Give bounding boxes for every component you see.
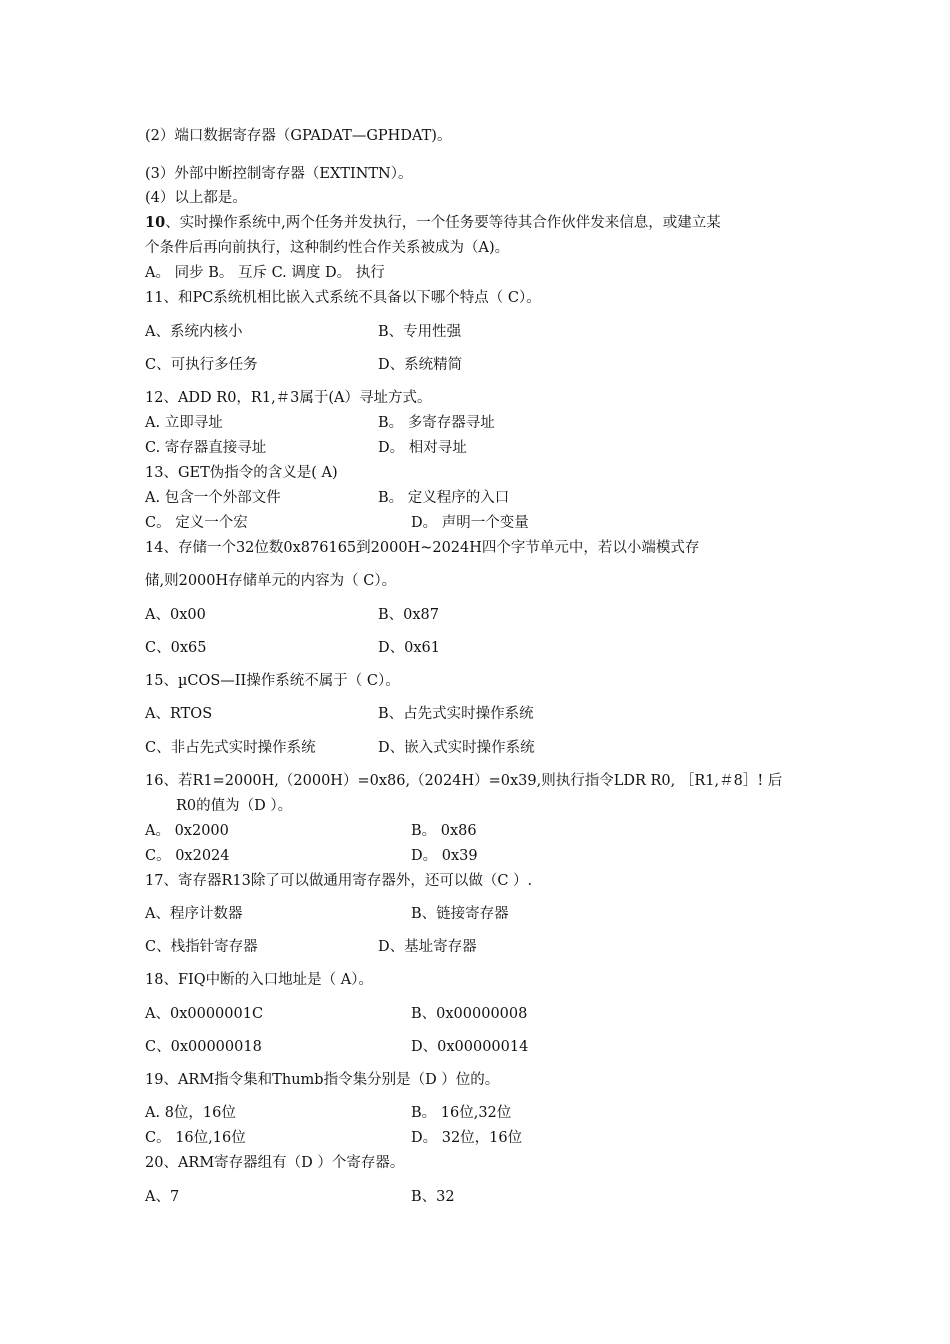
question-10-cont: 个条件后再向前执行，这种制约性合作关系被成为（A)。 — [145, 240, 510, 256]
option-b: B、32 — [411, 1189, 455, 1205]
option-c: C。 16位,16位 — [145, 1130, 246, 1146]
option-b: B。 多寄存器寻址 — [378, 415, 495, 431]
option-line: (3）外部中断控制寄存器（EXTINTN）。 — [145, 166, 413, 182]
option-line: (4）以上都是。 — [145, 190, 247, 206]
option-d: D、0x00000014 — [411, 1039, 529, 1055]
question-10 — [145, 214, 721, 232]
option-a: A. 包含一个外部文件 — [145, 490, 281, 506]
option-b: B、0x00000008 — [411, 1006, 528, 1022]
option-d: D。 相对寻址 — [378, 440, 467, 456]
option-a: A、RTOS — [145, 706, 213, 722]
option-c: C。 定义一个宏 — [145, 515, 248, 531]
option-a: A、系统内核小 — [145, 324, 243, 340]
question-15: 15、µCOS—II操作系统不属于（ C）。 — [145, 673, 400, 689]
question-16: 16、若R1=2000H,（2000H）=0x86,（2024H）=0x39,则执行指令LDR R0, ［R1,＃8］! 后 — [145, 773, 783, 789]
question-11: 11、和PC系统机相比嵌入式系统不具备以下哪个特点（ C）。 — [145, 290, 541, 306]
option-c: C. 寄存器直接寻址 — [145, 440, 267, 456]
option-line: (2）端口数据寄存器（GPADAT—GPHDAT)。 — [145, 128, 452, 144]
question-text: 、实时操作系统中,两个任务并发执行，一个任务要等待其合作伙伴发来信息，或建立某 — [165, 215, 721, 231]
option-a: A、0x00 — [145, 607, 206, 623]
option-a: A、程序计数器 — [145, 906, 243, 922]
question-14: 14、存储一个32位数0x876165到2000H~2024H四个字节单元中，若以小端模式存 — [145, 540, 700, 556]
question-19: 19、ARM指令集和Thumb指令集分别是（D ）位的。 — [145, 1072, 500, 1088]
option-b: B、0x87 — [378, 607, 440, 623]
option-b: B。 16位,32位 — [411, 1105, 512, 1121]
option-d: D、0x61 — [378, 640, 440, 656]
option-b: B、链接寄存器 — [411, 906, 509, 922]
option-a: A。 0x2000 — [145, 823, 229, 839]
option-c: C。 0x2024 — [145, 848, 230, 864]
question-13: 13、GET伪指令的含义是( A) — [145, 465, 338, 481]
option-c: C、0x00000018 — [145, 1039, 262, 1055]
option-b: B、占先式实时操作系统 — [378, 706, 534, 722]
question-14-cont: 储,则2000H存储单元的内容为（ C）。 — [145, 573, 397, 589]
question-17: 17、寄存器R13除了可以做通用寄存器外，还可以做（C ）. — [145, 873, 533, 889]
option-c: C、0x65 — [145, 640, 207, 656]
option-a: A. 8位，16位 — [145, 1105, 236, 1121]
option-d: D。 32位，16位 — [411, 1130, 523, 1146]
option-b: B。 定义程序的入口 — [378, 490, 510, 506]
option-d: D、系统精简 — [378, 357, 463, 373]
question-10-options: A。 同步 B。 互斥 C. 调度 D。 执行 — [145, 265, 385, 281]
option-d: D、嵌入式实时操作系统 — [378, 740, 535, 756]
option-d: D。 声明一个变量 — [411, 515, 529, 531]
option-a: A、7 — [145, 1189, 180, 1205]
question-16-cont: R0的值为（D ）。 — [176, 798, 293, 814]
question-number: 10 — [145, 214, 166, 231]
option-b: B、专用性强 — [378, 324, 462, 340]
option-a: A. 立即寻址 — [145, 415, 223, 431]
option-d: D、基址寄存器 — [378, 939, 477, 955]
question-20: 20、ARM寄存器组有（D ）个寄存器。 — [145, 1155, 405, 1171]
question-12: 12、ADD R0，R1,＃3属于(A）寻址方式。 — [145, 390, 432, 406]
option-b: B。 0x86 — [411, 823, 477, 839]
option-c: C、栈指针寄存器 — [145, 939, 258, 955]
question-18: 18、FIQ中断的入口地址是（ A）。 — [145, 972, 373, 988]
option-c: C、非占先式实时操作系统 — [145, 740, 316, 756]
option-d: D。 0x39 — [411, 848, 478, 864]
option-c: C、可执行多任务 — [145, 357, 258, 373]
option-a: A、0x0000001C — [145, 1006, 264, 1022]
